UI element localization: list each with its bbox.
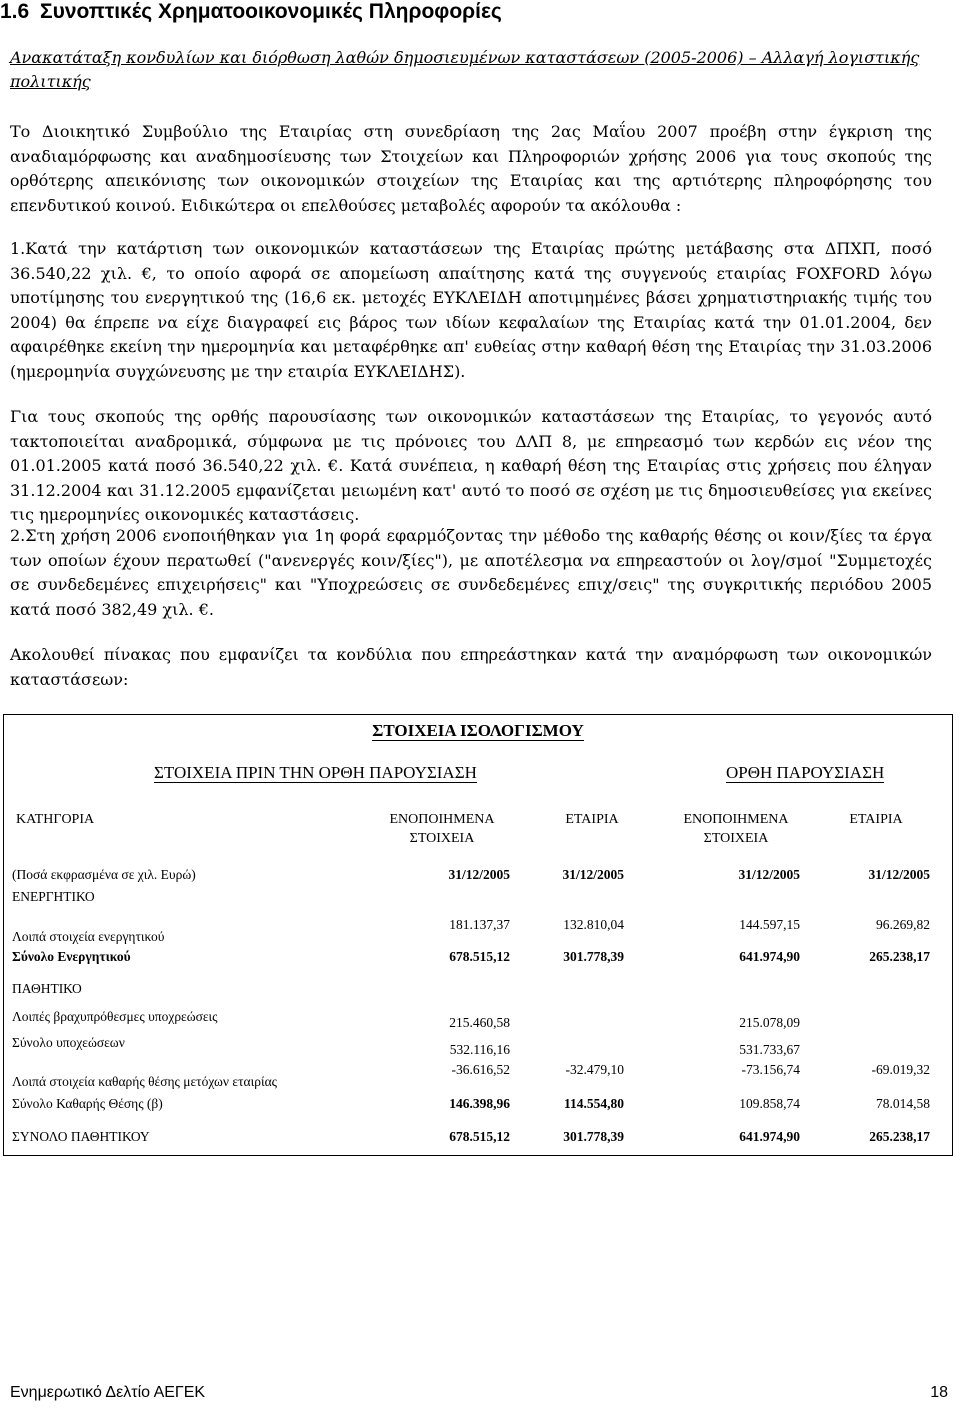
subsection-title: Ανακατάταξη κονδυλίων και διόρθωση λαθών δημοσιευμένων καταστάσεων (2005-2006) – Αλλαγή λογιστικής πολιτικής xyxy=(10,48,920,91)
table-title: ΣΤΟΙΧΕΙΑ ΙΣΟΛΟΓΙΣΜΟΥ xyxy=(372,721,584,740)
col-header-consolidated-after: ΕΝΟΠΟΙΗΜΕΝΑ ΣΤΟΙΧΕΙΑ xyxy=(683,812,789,846)
units-label: (Ποσά εκφρασμένα σε χιλ. Ευρώ) xyxy=(12,867,196,882)
value-cell: 641.974,90 xyxy=(739,1129,800,1144)
date-cell: 31/12/2005 xyxy=(868,867,930,882)
value-cell: -73.156,74 xyxy=(741,1062,800,1077)
col-header-category: ΚΑΤΗΓΟΡΙΑ xyxy=(16,812,95,827)
value-cell: 96.269,82 xyxy=(876,917,930,932)
value-cell: 301.778,39 xyxy=(563,1129,624,1144)
section-heading xyxy=(0,0,502,24)
value-cell: 132.810,04 xyxy=(563,917,624,932)
group-after-header: ΟΡΘΗ ΠΑΡΟΥΣΙΑΣΗ xyxy=(726,763,885,782)
value-cell: 301.778,39 xyxy=(563,949,624,964)
paragraph-point-2: 2.Στη χρήση 2006 ενοποιήθηκαν για 1η φορά εφαρμόζοντας την μέθοδο της καθαρής θέσης οι κοιν/ξίες τα έργα των οποίων έχουν περατωθεί ("ανενεργές κοιν/ξίες"), με αποτέλεσμα να επηρεαστούν οι λογ/σμοί "Συμμετοχές σε συνδεδεμένες επιχειρήσεις" και "Υποχρεώσεις σε συνδεδεμένες επιχ/σεις" της συγκριτικής περιόδου 2005 κατά ποσό 382,49 χιλ. €. xyxy=(10,526,932,619)
row-label-total-liabilities: ΣΥΝΟΛΟ ΠΑΘΗΤΙΚΟΥ xyxy=(12,1129,150,1144)
date-cell: 31/12/2005 xyxy=(562,867,624,882)
row-label: Λοιπές βραχυπρόθεσμες υποχρεώσεις xyxy=(12,1009,218,1024)
value-cell: 215.078,09 xyxy=(739,1015,800,1030)
value-cell: 265.238,17 xyxy=(869,1129,930,1144)
value-cell: 678.515,12 xyxy=(449,1129,510,1144)
value-cell: -69.019,32 xyxy=(871,1062,930,1077)
value-cell: 114.554,80 xyxy=(563,1096,624,1111)
row-label: Σύνολο Καθαρής Θέσης (β) xyxy=(12,1096,163,1111)
date-cell: 31/12/2005 xyxy=(448,867,510,882)
row-label: ΕΝΕΡΓΗΤΙΚΟ xyxy=(12,889,95,904)
value-cell: 144.597,15 xyxy=(739,917,800,932)
paragraph-table-intro: Ακολουθεί πίνακας που εμφανίζει τα κονδύλια που επηρεάστηκαν κατά την αναμόρφωση των οικονομικών καταστάσεων: xyxy=(10,645,932,689)
balance-sheet-table xyxy=(3,714,953,1156)
row-label-total-assets: Σύνολο Ενεργητικού xyxy=(12,949,131,964)
value-cell: 678.515,12 xyxy=(449,949,510,964)
col-header-consolidated-before: ΕΝΟΠΟΙΗΜΕΝΑ ΣΤΟΙΧΕΙΑ xyxy=(389,812,495,846)
section-number: 1.6 xyxy=(0,0,30,23)
value-cell: 109.858,74 xyxy=(739,1096,800,1111)
value-cell: 78.014,58 xyxy=(876,1096,930,1111)
paragraph-intro: Το Διοικητικό Συμβούλιο της Εταιρίας στη συνεδρίαση της 2ας Μαΐου 2007 προέβη στην έγκριση της αναδιαμόρφωσης και αναδημοσίευσης των Στοιχείων και Πληροφοριών χρήσης 2006 για τους σκοπούς της ορθότερης απεικόνισης των οικονομικών στοιχείων της Εταιρίας και της αρτιότερης πληροφόρησης του επενδυτικού κοινού. Ειδικώτερα οι επελθούσες μεταβολές αφορούν τα ακόλουθα : xyxy=(10,122,932,215)
paragraph-point-1: 1.Κατά την κατάρτιση των οικονομικών καταστάσεων της Εταιρίας πρώτης μετάβασης στα ΔΠΧΠ, ποσό 36.540,22 χιλ. €, το οποίο αφορά σε απομείωση απαίτησης κατά της συγγενούς εταιρίας FOXFORD λόγω υποτίμησης του ενεργητικού της (16,6 εκ. μετοχές ΕΥΚΛΕΙΔΗ αποτιμημένες βάσει χρηματιστηριακής τιμής του 2004) θα έπρεπε να είχε διαγραφεί εις βάρος των ιδίων κεφαλαίων της Εταιρίας κατά την 01.01.2004, δεν αφαιρέθηκε εκείνη την ημερομηνία και μεταφέρθηκε απ' ευθείας στην καθαρή θέση της Εταιρίας την 31.03.2006 (ημερομηνία συγχώνευσης με την εταιρία ΕΥΚΛΕΙΔΗΣ). xyxy=(10,239,932,381)
value-cell: -36.616,52 xyxy=(451,1062,510,1077)
paragraph-correction: Για τους σκοπούς της ορθής παρουσίασης των οικονομικών καταστάσεων της Εταιρίας, το γεγονός αυτό τακτοποιείται αναδρομικά, σύμφωνα με τις πρόνοιες του ΔΛΠ 8, με επηρεασμό των κερδών εις νέον της 01.01.2005 κατά ποσό 36.540,22 χιλ. €. Κατά συνέπεια, η καθαρή θέση της Εταιρίας στις χρήσεις που έληγαν 31.12.2004 και 31.12.2005 εμφανίζεται μειωμένη κατ' αυτό το ποσό σε σχέση με τις δημοσιευθείσες για εκείνες τις ημερομηνίες οικονομικές καταστάσεις. xyxy=(10,407,932,524)
value-cell: -32.479,10 xyxy=(565,1062,624,1077)
value-cell: 532.116,16 xyxy=(449,1042,510,1057)
col-header-company-after: ΕΤΑΙΡΙΑ xyxy=(849,812,903,827)
row-label: ΠΑΘΗΤΙΚΟ xyxy=(12,981,82,996)
group-before-header: ΣΤΟΙΧΕΙΑ ΠΡΙΝ ΤΗΝ ΟΡΘΗ ΠΑΡΟΥΣΙΑΣΗ xyxy=(154,763,477,782)
date-cell: 31/12/2005 xyxy=(738,867,800,882)
row-label: Λοιπά στοιχεία ενεργητικού xyxy=(12,929,165,944)
footer-text: Ενημερωτικό Δελτίο ΑΕΓΕΚ xyxy=(10,1384,206,1401)
value-cell: 181.137,37 xyxy=(449,917,510,932)
value-cell: 146.398,96 xyxy=(449,1096,510,1111)
value-cell: 215.460,58 xyxy=(449,1015,510,1030)
value-cell: 531.733,67 xyxy=(739,1042,800,1057)
col-header-company-before: ΕΤΑΙΡΙΑ xyxy=(565,812,619,827)
value-cell: 265.238,17 xyxy=(869,949,930,964)
row-label: Λοιπά στοιχεία καθαρής θέσης μετόχων εταιρίας xyxy=(12,1074,277,1089)
page-number: 18 xyxy=(930,1384,948,1401)
section-title: Συνοπτικές Χρηματοοικονομικές Πληροφορίες xyxy=(40,0,502,23)
row-label: Σύνολο υποχεώσεων xyxy=(12,1035,125,1050)
value-cell: 641.974,90 xyxy=(739,949,800,964)
